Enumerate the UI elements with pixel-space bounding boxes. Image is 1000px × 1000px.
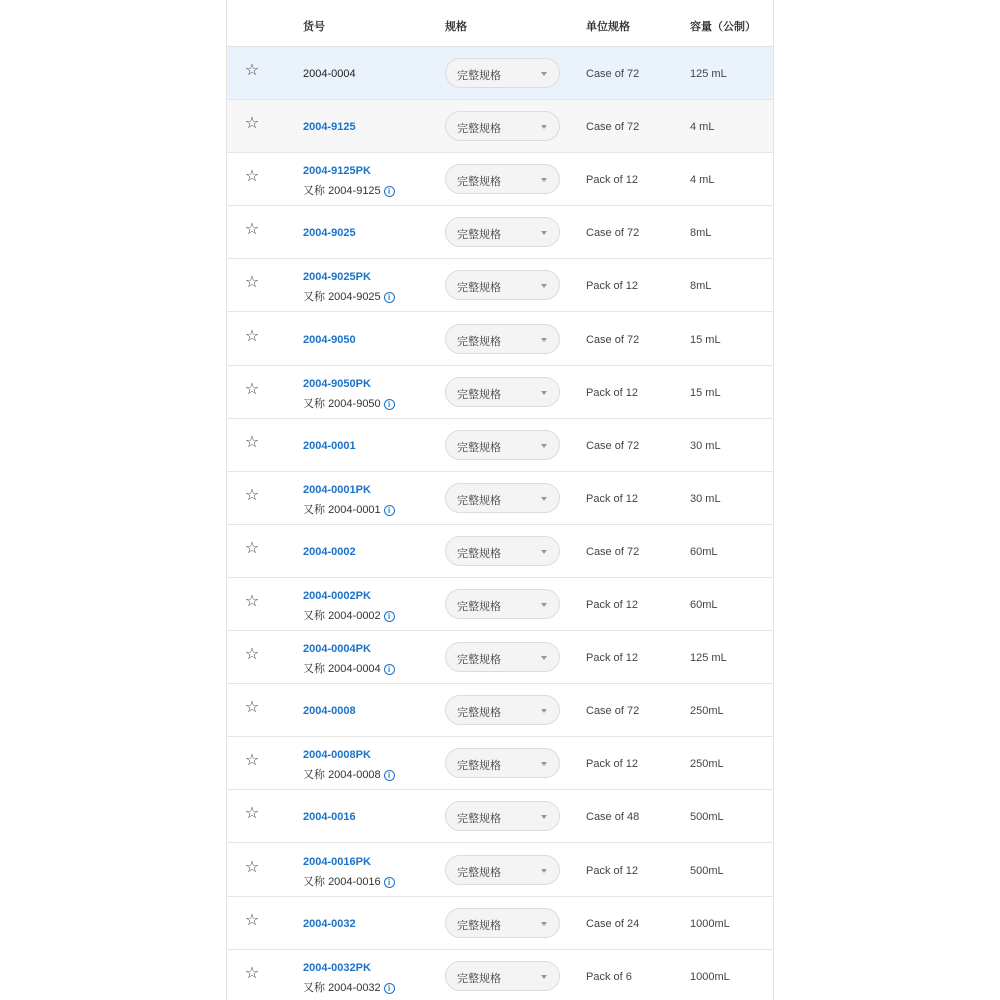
spec-dropdown-value: 完整规格 xyxy=(457,601,501,613)
spec-dropdown[interactable] xyxy=(445,111,560,141)
table-row xyxy=(227,578,773,631)
spec-dropdown[interactable] xyxy=(445,430,560,460)
chevron-down-icon xyxy=(541,975,547,979)
also-known-as xyxy=(303,395,395,411)
chevron-down-icon xyxy=(541,656,547,660)
unit-spec: Case of 72 xyxy=(586,121,640,133)
capacity: 30 mL xyxy=(690,493,721,505)
chevron-down-icon xyxy=(541,444,547,448)
capacity: 60mL xyxy=(690,546,718,558)
table-row xyxy=(227,313,773,366)
aka-value: 2004-0002 xyxy=(328,610,381,622)
star-icon[interactable]: ☆ xyxy=(244,168,260,185)
part-number-link[interactable]: 2004-9050PK xyxy=(303,378,371,390)
table-row xyxy=(227,259,773,312)
unit-spec: Pack of 12 xyxy=(586,387,638,399)
header-spec: 规格 xyxy=(445,21,467,33)
table-row xyxy=(227,206,773,259)
spec-dropdown-value: 完整规格 xyxy=(457,760,501,772)
star-icon[interactable]: ☆ xyxy=(244,62,260,79)
unit-spec: Case of 72 xyxy=(586,227,640,239)
table-row xyxy=(227,153,773,206)
capacity: 30 mL xyxy=(690,440,721,452)
info-icon[interactable]: i xyxy=(384,611,395,622)
star-icon[interactable]: ☆ xyxy=(244,805,260,822)
info-icon[interactable]: i xyxy=(384,877,395,888)
unit-spec: Case of 72 xyxy=(586,334,640,346)
part-number-link[interactable]: 2004-9050 xyxy=(303,334,356,346)
part-number-link[interactable]: 2004-9025 xyxy=(303,227,356,239)
aka-prefix: 又称 xyxy=(303,610,329,622)
unit-spec: Case of 48 xyxy=(586,811,640,823)
info-icon[interactable]: i xyxy=(384,664,395,675)
capacity: 15 mL xyxy=(690,334,721,346)
info-icon[interactable]: i xyxy=(384,983,395,994)
chevron-down-icon xyxy=(541,284,547,288)
star-icon[interactable]: ☆ xyxy=(244,540,260,557)
aka-value: 2004-9050 xyxy=(328,398,381,410)
unit-spec: Pack of 12 xyxy=(586,599,638,611)
aka-value: 2004-9025 xyxy=(328,291,381,303)
spec-dropdown-value: 完整规格 xyxy=(457,336,501,348)
part-number-link[interactable]: 2004-0016 xyxy=(303,811,356,823)
header-part-number: 货号 xyxy=(303,21,325,33)
star-icon[interactable]: ☆ xyxy=(244,487,260,504)
table-row xyxy=(227,366,773,419)
capacity: 4 mL xyxy=(690,121,715,133)
aka-prefix: 又称 xyxy=(303,663,329,675)
part-number-link[interactable]: 2004-9025PK xyxy=(303,271,371,283)
table-row xyxy=(227,47,773,100)
also-known-as xyxy=(303,288,395,304)
spec-dropdown-value: 完整规格 xyxy=(457,442,501,454)
header-capacity: 容量（公制） xyxy=(690,21,756,33)
unit-spec: Pack of 12 xyxy=(586,652,638,664)
spec-dropdown-value: 完整规格 xyxy=(457,282,501,294)
also-known-as xyxy=(303,979,395,995)
star-icon[interactable]: ☆ xyxy=(244,593,260,610)
star-icon[interactable]: ☆ xyxy=(244,328,260,345)
part-number-link[interactable]: 2004-0002 xyxy=(303,546,356,558)
info-icon[interactable]: i xyxy=(384,770,395,781)
aka-value: 2004-0016 xyxy=(328,876,381,888)
unit-spec: Pack of 12 xyxy=(586,280,638,292)
star-icon[interactable]: ☆ xyxy=(244,646,260,663)
unit-spec: Case of 72 xyxy=(586,705,640,717)
chevron-down-icon xyxy=(541,922,547,926)
header-unit-spec: 单位规格 xyxy=(586,21,630,33)
spec-dropdown[interactable] xyxy=(445,270,560,300)
product-table xyxy=(226,0,774,1000)
part-number-link[interactable]: 2004-0008PK xyxy=(303,749,371,761)
spec-dropdown-value: 完整规格 xyxy=(457,389,501,401)
unit-spec: Pack of 12 xyxy=(586,758,638,770)
spec-dropdown-value: 完整规格 xyxy=(457,707,501,719)
chevron-down-icon xyxy=(541,497,547,501)
spec-dropdown[interactable] xyxy=(445,483,560,513)
spec-dropdown[interactable] xyxy=(445,324,560,354)
spec-dropdown[interactable] xyxy=(445,642,560,672)
chevron-down-icon xyxy=(541,231,547,235)
spec-dropdown[interactable] xyxy=(445,58,560,88)
spec-dropdown[interactable] xyxy=(445,855,560,885)
info-icon[interactable]: i xyxy=(384,186,395,197)
chevron-down-icon xyxy=(541,391,547,395)
star-icon[interactable]: ☆ xyxy=(244,965,260,982)
aka-prefix: 又称 xyxy=(303,291,329,303)
info-icon[interactable]: i xyxy=(384,505,395,516)
spec-dropdown-value: 完整规格 xyxy=(457,813,501,825)
spec-dropdown[interactable] xyxy=(445,801,560,831)
info-icon[interactable]: i xyxy=(384,399,395,410)
chevron-down-icon xyxy=(541,762,547,766)
chevron-down-icon xyxy=(541,72,547,76)
table-row xyxy=(227,844,773,897)
part-number-link[interactable]: 2004-9125PK xyxy=(303,165,371,177)
spec-dropdown-value: 完整规格 xyxy=(457,70,501,82)
spec-dropdown-value: 完整规格 xyxy=(457,973,501,985)
table-row xyxy=(227,419,773,472)
star-icon[interactable]: ☆ xyxy=(244,752,260,769)
spec-dropdown[interactable] xyxy=(445,164,560,194)
unit-spec: Pack of 12 xyxy=(586,865,638,877)
part-number-link: 2004-0004 xyxy=(303,68,356,80)
unit-spec: Case of 24 xyxy=(586,918,640,930)
capacity: 125 mL xyxy=(690,652,727,664)
spec-dropdown[interactable] xyxy=(445,908,560,938)
table-row xyxy=(227,525,773,578)
capacity: 500mL xyxy=(690,865,724,877)
capacity: 1000mL xyxy=(690,971,730,983)
part-number-link[interactable]: 2004-0001PK xyxy=(303,484,371,496)
also-known-as xyxy=(303,873,395,889)
aka-value: 2004-9125 xyxy=(328,185,381,197)
chevron-down-icon xyxy=(541,125,547,129)
chevron-down-icon xyxy=(541,178,547,182)
star-icon[interactable]: ☆ xyxy=(244,381,260,398)
part-number-link[interactable]: 2004-0008 xyxy=(303,705,356,717)
capacity: 125 mL xyxy=(690,68,727,80)
also-known-as xyxy=(303,607,395,623)
table-row xyxy=(227,790,773,843)
part-number-link[interactable]: 2004-0002PK xyxy=(303,590,371,602)
star-icon[interactable]: ☆ xyxy=(244,699,260,716)
table-row xyxy=(227,631,773,684)
spec-dropdown[interactable] xyxy=(445,589,560,619)
table-row xyxy=(227,897,773,950)
spec-dropdown[interactable] xyxy=(445,695,560,725)
spec-dropdown[interactable] xyxy=(445,748,560,778)
table-row xyxy=(227,684,773,737)
capacity: 8mL xyxy=(690,280,712,292)
spec-dropdown-value: 完整规格 xyxy=(457,548,501,560)
aka-prefix: 又称 xyxy=(303,504,329,516)
table-row xyxy=(227,472,773,525)
part-number-link[interactable]: 2004-0016PK xyxy=(303,856,371,868)
spec-dropdown-value: 完整规格 xyxy=(457,229,501,241)
capacity: 1000mL xyxy=(690,918,730,930)
star-icon[interactable]: ☆ xyxy=(244,115,260,132)
spec-dropdown[interactable] xyxy=(445,961,560,991)
unit-spec: Case of 72 xyxy=(586,440,640,452)
chevron-down-icon xyxy=(541,869,547,873)
aka-prefix: 又称 xyxy=(303,398,329,410)
star-icon[interactable]: ☆ xyxy=(244,912,260,929)
star-icon[interactable]: ☆ xyxy=(244,274,260,291)
aka-prefix: 又称 xyxy=(303,769,329,781)
chevron-down-icon xyxy=(541,550,547,554)
part-number-link[interactable]: 2004-0032 xyxy=(303,918,356,930)
also-known-as xyxy=(303,182,395,198)
star-icon[interactable]: ☆ xyxy=(244,434,260,451)
capacity: 250mL xyxy=(690,758,724,770)
part-number-link[interactable]: 2004-9125 xyxy=(303,121,356,133)
part-number-link[interactable]: 2004-0001 xyxy=(303,440,356,452)
aka-prefix: 又称 xyxy=(303,876,329,888)
capacity: 500mL xyxy=(690,811,724,823)
aka-value: 2004-0032 xyxy=(328,982,381,994)
spec-dropdown-value: 完整规格 xyxy=(457,654,501,666)
chevron-down-icon xyxy=(541,338,547,342)
table-header xyxy=(227,0,773,47)
chevron-down-icon xyxy=(541,815,547,819)
aka-value: 2004-0008 xyxy=(328,769,381,781)
capacity: 60mL xyxy=(690,599,718,611)
spec-dropdown[interactable] xyxy=(445,377,560,407)
capacity: 15 mL xyxy=(690,387,721,399)
table-row xyxy=(227,737,773,790)
spec-dropdown-value: 完整规格 xyxy=(457,176,501,188)
spec-dropdown-value: 完整规格 xyxy=(457,867,501,879)
part-number-link[interactable]: 2004-0032PK xyxy=(303,962,371,974)
spec-dropdown-value: 完整规格 xyxy=(457,495,501,507)
spec-dropdown[interactable] xyxy=(445,536,560,566)
also-known-as xyxy=(303,766,395,782)
aka-value: 2004-0001 xyxy=(328,504,381,516)
chevron-down-icon xyxy=(541,603,547,607)
also-known-as xyxy=(303,660,395,676)
spec-dropdown[interactable] xyxy=(445,217,560,247)
unit-spec: Case of 72 xyxy=(586,546,640,558)
aka-prefix: 又称 xyxy=(303,185,329,197)
aka-value: 2004-0004 xyxy=(328,663,381,675)
chevron-down-icon xyxy=(541,709,547,713)
also-known-as xyxy=(303,501,395,517)
star-icon[interactable]: ☆ xyxy=(244,221,260,238)
star-icon[interactable]: ☆ xyxy=(244,859,260,876)
info-icon[interactable]: i xyxy=(384,292,395,303)
capacity: 8mL xyxy=(690,227,712,239)
part-number-link[interactable]: 2004-0004PK xyxy=(303,643,371,655)
spec-dropdown-value: 完整规格 xyxy=(457,123,501,135)
unit-spec: Case of 72 xyxy=(586,68,640,80)
spec-dropdown-value: 完整规格 xyxy=(457,920,501,932)
capacity: 4 mL xyxy=(690,174,715,186)
table-row xyxy=(227,950,773,1000)
unit-spec: Pack of 6 xyxy=(586,971,632,983)
unit-spec: Pack of 12 xyxy=(586,174,638,186)
table-row xyxy=(227,100,773,153)
capacity: 250mL xyxy=(690,705,724,717)
unit-spec: Pack of 12 xyxy=(586,493,638,505)
aka-prefix: 又称 xyxy=(303,982,329,994)
